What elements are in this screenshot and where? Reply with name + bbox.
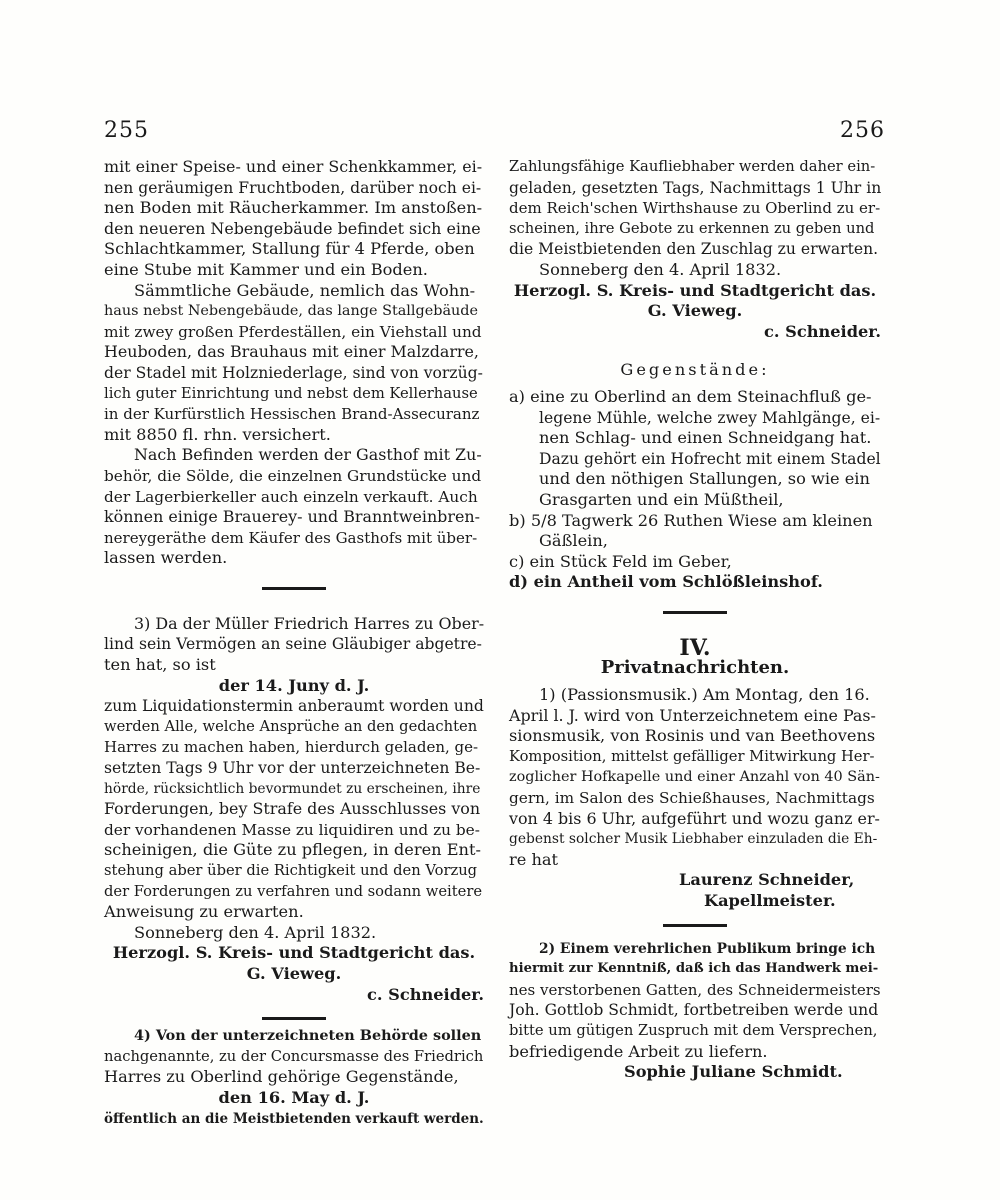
text-line: Forderungen, bey Strafe des Ausschlusses von xyxy=(104,799,481,819)
notice-3 xyxy=(104,614,484,923)
place-date: Sonneberg den 4. April 1832. xyxy=(539,259,782,279)
text-line: können einige Brauerey- und Branntweinbren- xyxy=(104,507,480,527)
left-paragraph-1 xyxy=(104,157,484,281)
items-list xyxy=(509,387,881,593)
text-line: der Stadel mit Holzniederlage, sind von vorzüg- xyxy=(104,363,483,382)
list-item: Dazu gehört ein Hofrecht mit einem Stadel xyxy=(539,449,881,468)
text-line: der vorhandenen Masse zu liquidiren und zu be- xyxy=(104,820,480,839)
text-line: befriedigende Arbeit zu liefern. xyxy=(509,1041,768,1061)
text-line: den neueren Nebengebäude befindet sich eine xyxy=(104,218,481,238)
text-line: sionsmusik, von Rosinis und van Beethovens xyxy=(509,726,876,746)
text-line: in der Kurfürstlich Hessischen Brand-Assecuranz xyxy=(104,405,480,424)
left-column xyxy=(104,157,484,1129)
text-line: lich guter Einrichtung und nebst dem Kellerhause xyxy=(104,384,478,402)
text-line: lassen werden. xyxy=(104,548,228,568)
text-line: mit 8850 fl. rhn. versichert. xyxy=(104,424,331,444)
left-paragraph-3 xyxy=(104,445,484,569)
text-line: 2) Einem verehrlichen Publikum bringe ich xyxy=(539,940,876,957)
page-number-right: 256 xyxy=(840,118,885,143)
list-item: Gäßlein, xyxy=(539,531,608,551)
section-title: Privatnachrichten. xyxy=(600,657,790,679)
text-line: Nach Befinden werden der Gasthof mit Zu- xyxy=(134,445,482,465)
right-column xyxy=(509,157,881,1083)
text-line: mit einer Speise- und einer Schenkkammer, ei- xyxy=(104,157,483,176)
text-line: Schlachtkammer, Stallung für 4 Pferde, oben xyxy=(104,239,475,259)
text-line: gebenst solcher Musik Liebhaber einzuladen die Eh- xyxy=(509,831,878,848)
text-line: haus nebst Nebengebäude, das lange Stallgebäude xyxy=(104,303,479,320)
list-item: nen Schlag- und einen Schneidgang hat. xyxy=(539,428,872,448)
text-line: Heuboden, das Brauhaus mit einer Malzdarre, xyxy=(104,342,479,362)
text-line: lind sein Vermögen an seine Gläubiger abgetre- xyxy=(104,635,482,654)
list-item: legene Mühle, welche zwey Mahlgänge, ei- xyxy=(539,408,881,427)
text-line: ten hat, so ist xyxy=(104,655,216,675)
text-line: Sämmtliche Gebäude, nemlich das Wohn- xyxy=(134,280,476,300)
signer-schneider: c. Schneider. xyxy=(764,321,881,341)
text-line: Zahlungsfähige Kaufliebhaber werden daher ein- xyxy=(509,158,876,175)
signer-schneider: c. Schneider. xyxy=(367,984,484,1004)
court-name: Herzogl. S. Kreis- und Stadtgericht das. xyxy=(112,943,476,963)
notice-4-date: den 16. May d. J. xyxy=(218,1087,370,1107)
text-line: die Meistbietenden den Zuschlag zu erwarten. xyxy=(509,240,879,259)
text-line: werden Alle, welche Ansprüche an den gedachten xyxy=(104,717,478,735)
list-item: und den nöthigen Stallungen, so wie ein xyxy=(539,469,870,489)
notice-1-passionsmusik xyxy=(509,685,881,870)
text-line: bitte um gütigen Zuspruch mit dem Versprechen, xyxy=(509,1021,878,1039)
text-line: hörde, rücksichtlich bevormundet zu erscheinen, ihre xyxy=(104,780,481,797)
court-name: Herzogl. S. Kreis- und Stadtgericht das. xyxy=(513,280,877,300)
text-line: Komposition, mittelst gefälliger Mitwirkung Her- xyxy=(509,747,875,765)
text-line: April l. J. wird von Unterzeichnetem eine Pas- xyxy=(509,705,876,725)
right-paragraph-1 xyxy=(509,157,881,260)
text-line: 4) Von der unterzeichneten Behörde sollen xyxy=(134,1027,482,1045)
text-line: nes verstorbenen Gatten, des Schneidermeisters xyxy=(509,980,881,999)
signer-vieweg: G. Vieweg. xyxy=(647,301,743,321)
text-line: von 4 bis 6 Uhr, aufgeführt und wozu ganz er- xyxy=(509,808,880,828)
items-heading: Gegenstände: xyxy=(620,360,770,380)
text-line: nachgenannte, zu der Concursmasse des Friedrich xyxy=(104,1047,484,1065)
text-line: scheinigen, die Güte zu pflegen, in deren Ent- xyxy=(104,840,481,860)
text-line: zoglicher Hofkapelle und einer Anzahl von 40 Sän- xyxy=(509,769,880,786)
page-number-left: 255 xyxy=(104,118,149,143)
text-line: Anweisung zu erwarten. xyxy=(104,902,304,922)
text-line: der Forderungen zu verfahren und sodann weitere xyxy=(104,882,483,900)
text-line: gern, im Salon des Schießhauses, Nachmittags xyxy=(509,789,875,808)
text-line: 3) Da der Müller Friedrich Harres zu Ober- xyxy=(134,613,485,633)
text-line: scheinen, ihre Gebote zu erkennen zu geben und xyxy=(509,219,875,237)
text-line: stehung aber über die Richtigkeit und den Vorzug xyxy=(104,862,478,879)
section-numeral: IV. xyxy=(679,634,711,661)
text-line: nereygeräthe dem Käufer des Gasthofs mit über- xyxy=(104,528,478,547)
text-line: der Lagerbierkeller auch einzeln verkauft. Auch xyxy=(104,487,478,506)
notice-4 xyxy=(104,1026,484,1129)
text-line: zum Liquidationstermin anberaumt worden und xyxy=(104,697,484,716)
place-date: Sonneberg den 4. April 1832. xyxy=(134,922,377,942)
text-line: geladen, gesetzten Tags, Nachmittags 1 Uhr in xyxy=(509,178,882,197)
text-line: Joh. Gottlob Schmidt, fortbetreiben werde und xyxy=(509,1001,879,1020)
text-line: hiermit zur Kenntniß, daß ich das Handwerk mei- xyxy=(509,961,879,977)
list-item: b) 5/8 Tagwerk 26 Ruthen Wiese am kleinen xyxy=(509,510,873,530)
signer-sophie-schmidt: Sophie Juliane Schmidt. xyxy=(624,1062,843,1082)
list-item: d) ein Antheil vom Schlößleinshof. xyxy=(509,572,823,592)
text-line: nen Boden mit Räucherkammer. Im anstoßen- xyxy=(104,198,483,218)
text-line: re hat xyxy=(509,849,559,869)
text-line: nen geräumigen Fruchtboden, darüber noch ei- xyxy=(104,178,482,197)
text-line: Harres zu machen haben, hierdurch geladen, ge- xyxy=(104,738,479,757)
text-line: behör, die Sölde, die einzelnen Grundstücke und xyxy=(104,466,482,485)
text-line: mit zwey großen Pferdeställen, ein Viehstall und xyxy=(104,322,482,341)
signer-vieweg: G. Vieweg. xyxy=(246,963,342,983)
left-paragraph-2 xyxy=(104,281,484,446)
text-line: Harres zu Oberlind gehörige Gegenstände, xyxy=(104,1067,459,1087)
notice-2-schmidt xyxy=(509,939,881,1063)
signer-laurenz-schneider: Laurenz Schneider, xyxy=(679,870,855,890)
text-line: dem Reich'schen Wirthshause zu Oberlind zu er- xyxy=(509,199,881,218)
text-line: eine Stube mit Kammer und ein Boden. xyxy=(104,259,428,279)
text-line: 1) (Passionsmusik.) Am Montag, den 16. xyxy=(539,685,870,705)
notice-3-date: der 14. Juny d. J. xyxy=(218,675,370,695)
list-item: c) ein Stück Feld im Geber, xyxy=(509,551,732,571)
signer-title: Kapellmeister. xyxy=(704,891,836,910)
list-item: a) eine zu Oberlind an dem Steinachfluß ge- xyxy=(509,386,872,406)
text-line: setzten Tags 9 Uhr vor der unterzeichneten Be- xyxy=(104,759,481,778)
list-item: Grasgarten und ein Müßtheil, xyxy=(539,489,784,509)
text-line: öffentlich an die Meistbietenden verkauft werden. xyxy=(104,1110,484,1127)
